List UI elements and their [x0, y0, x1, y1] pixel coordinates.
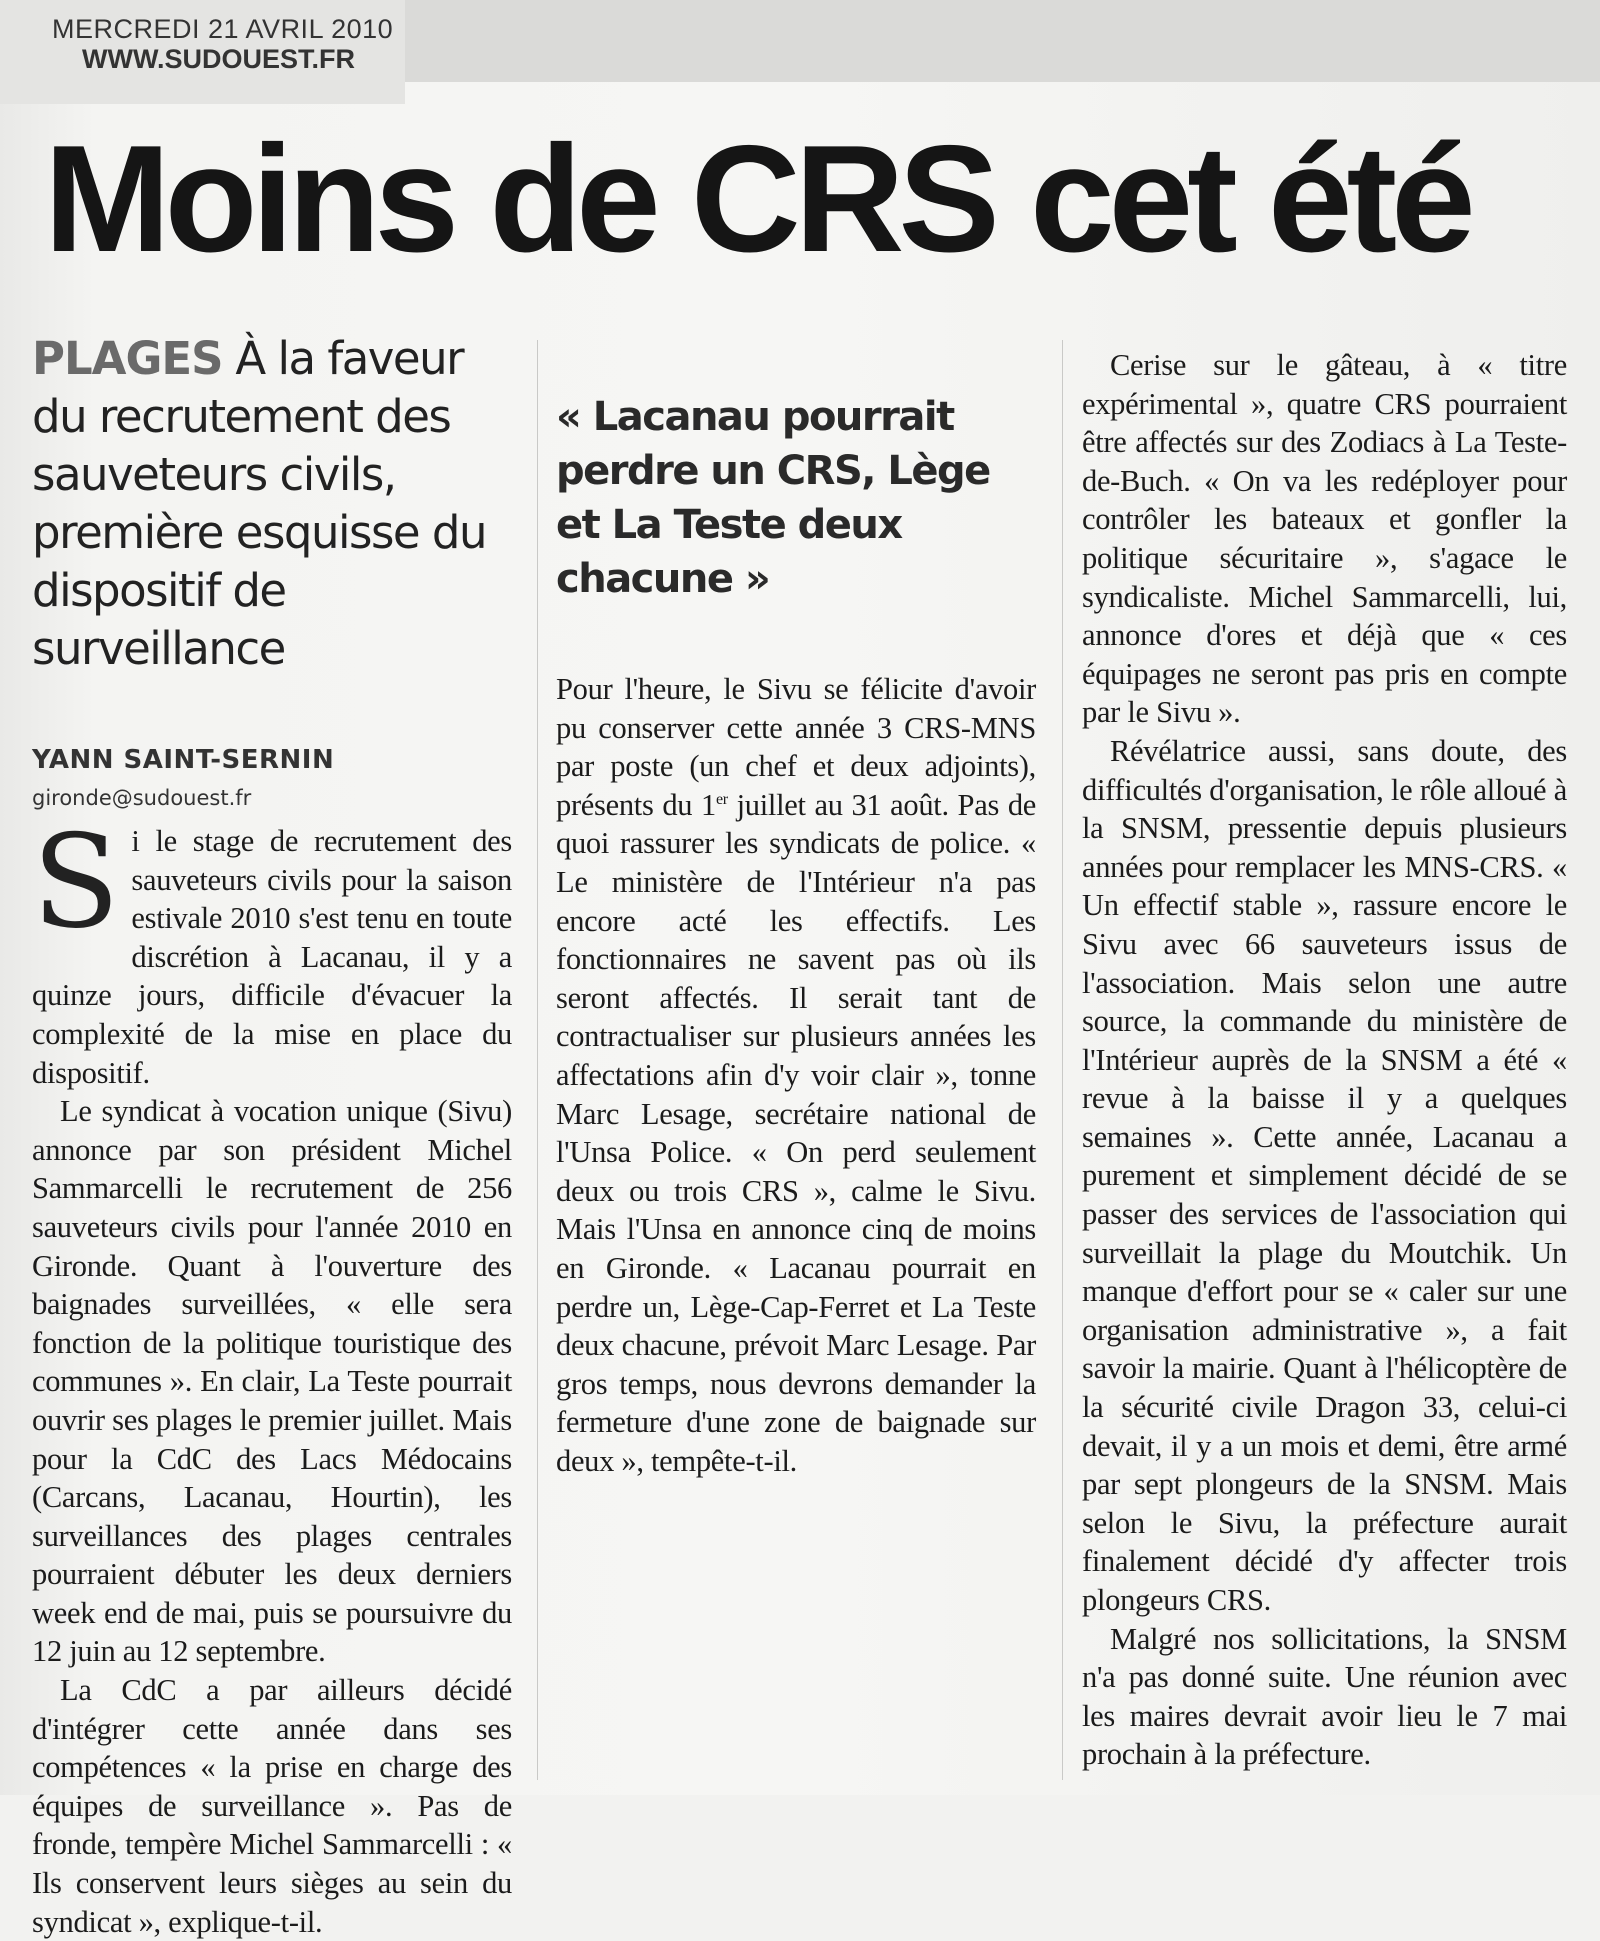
article-deck — [32, 330, 522, 678]
drop-cap: S — [32, 808, 120, 957]
column-rule — [1062, 340, 1063, 1780]
paragraph-7: Malgré nos sollicitations, la SNSM n'a pas donné suite. Une réunion avec les maires devrait avoir lieu le 7 mai prochain à la préfecture. — [1082, 1621, 1567, 1772]
byline-email: gironde@sudouest.fr — [32, 786, 252, 810]
scan-margin — [405, 0, 1600, 82]
pull-quote: « Lacanau pourrait perdre un CRS, Lège et La Teste deux chacune » — [556, 394, 990, 602]
paragraph-2: Le syndicat à vocation unique (Sivu) annonce par son président Michel Sammarcelli le recrutement de 256 sauveteurs civils pour l'année 2010 en Gironde. Quant à l'ouverture des baignades surveillées, « elle sera fonction de la politique touristique des communes ». En clair, La Teste pourrait ouvrir ses plages le premier juillet. Mais pour la CdC des Lacs Médocains (Carcans, Lacanau, Hourtin), les surveillances des plages centrales pourraient débuter les deux derniers week end de mai, puis se poursuivre du 12 juin au 12 septembre. — [32, 1094, 512, 1669]
paragraph-3: La CdC a par ailleurs décidé d'intégrer cette année dans ses compétences « la prise en charge des équipes de surveillance ». Pas de fronde, tempère Michel Sammarcelli : « Ils conservent leurs sièges au sein du syndicat », explique-t-il. — [32, 1673, 512, 1939]
byline-author: YANN SAINT-SERNIN — [32, 745, 335, 775]
website-url: WWW.SUDOUEST.FR — [82, 44, 355, 74]
article-column-3 — [1082, 346, 1567, 1774]
article-column-2 — [556, 346, 1036, 1480]
paragraph-1: Si le stage de recrutement des sauveteurs civils pour la saison estivale 2010 s'est tenu en toute discrétion à Lacanau, il y a quinze jours, difficile d'évacuer la complexité de la mise en place du dispositif. — [32, 808, 512, 1090]
article-column-1 — [32, 808, 512, 1941]
column-rule — [537, 340, 538, 1780]
masthead — [0, 0, 405, 104]
headline: Moins de CRS cet été — [44, 114, 1470, 284]
paragraph-6: Révélatrice aussi, sans doute, des difficultés d'organisation, le rôle alloué à la SNSM, pressentie depuis plusieurs années pour remplacer les MNS-CRS. « Un effectif stable », rassure encore le Sivu avec 66 sauveteurs issus de l'association. Mais selon une autre source, la commande du ministère de l'Intérieur auprès de la SNSM a été « revue à la baisse il y a quelques semaines ». Cette année, Lacanau a purement et simplement décidé de se passer des services de l'association qui surveillait la plage du Moutchik. Un manque d'effort pour se « caler sur une organisation administrative », a fait savoir la mairie. Quant à l'hélicoptère de la sécurité civile Dragon 33, celui-ci devait, il y a un mois et demi, être armé par sept plongeurs de la SNSM. Mais selon le Sivu, la préfecture aurait finalement décidé d'y affecter trois plongeurs CRS. — [1082, 733, 1567, 1617]
section-kicker: PLAGES — [32, 332, 223, 385]
deck-text: À la faveur du recrutement des sauveteurs civils, première esquisse du dispositif de surveillance — [32, 332, 486, 675]
issue-date: MERCREDI 21 AVRIL 2010 — [52, 14, 394, 44]
paragraph-5: Cerise sur le gâteau, à « titre expérimental », quatre CRS pourraient être affectés sur des Zodiacs à La Teste-de-Buch. « On va les redéployer pour contrôler les bateaux et gonfler la politique sécuritaire », s'agace le syndicaliste. Michel Sammarcelli, lui, annonce d'ores et déjà que « ces équipages ne seront pas pris en compte par le Sivu ». — [1082, 348, 1567, 730]
paragraph-4: Pour l'heure, le Sivu se félicite d'avoir pu conserver cette année 3 CRS-MNS par poste (un chef et deux adjoints), présents du 1er juillet au 31 août. Pas de quoi rassurer les syndicats de police. « Le ministère de l'Intérieur n'a pas encore acté les effectifs. Les fonctionnaires ne savent pas où ils seront affectés. Il serait tant de contractualiser sur plusieurs années les affectations afin d'y voir clair », tonne Marc Lesage, secrétaire national de l'Unsa Police. « On perd seulement deux ou trois CRS », calme le Sivu. Mais l'Unsa en annonce cinq de moins en Gironde. « Lacanau pourrait en perdre un, Lège-Cap-Ferret et La Teste deux chacune, prévoit Marc Lesage. Par gros temps, nous devrons demander la fermeture d'une zone de baignade sur deux », tempête-t-il. — [556, 672, 1037, 1478]
